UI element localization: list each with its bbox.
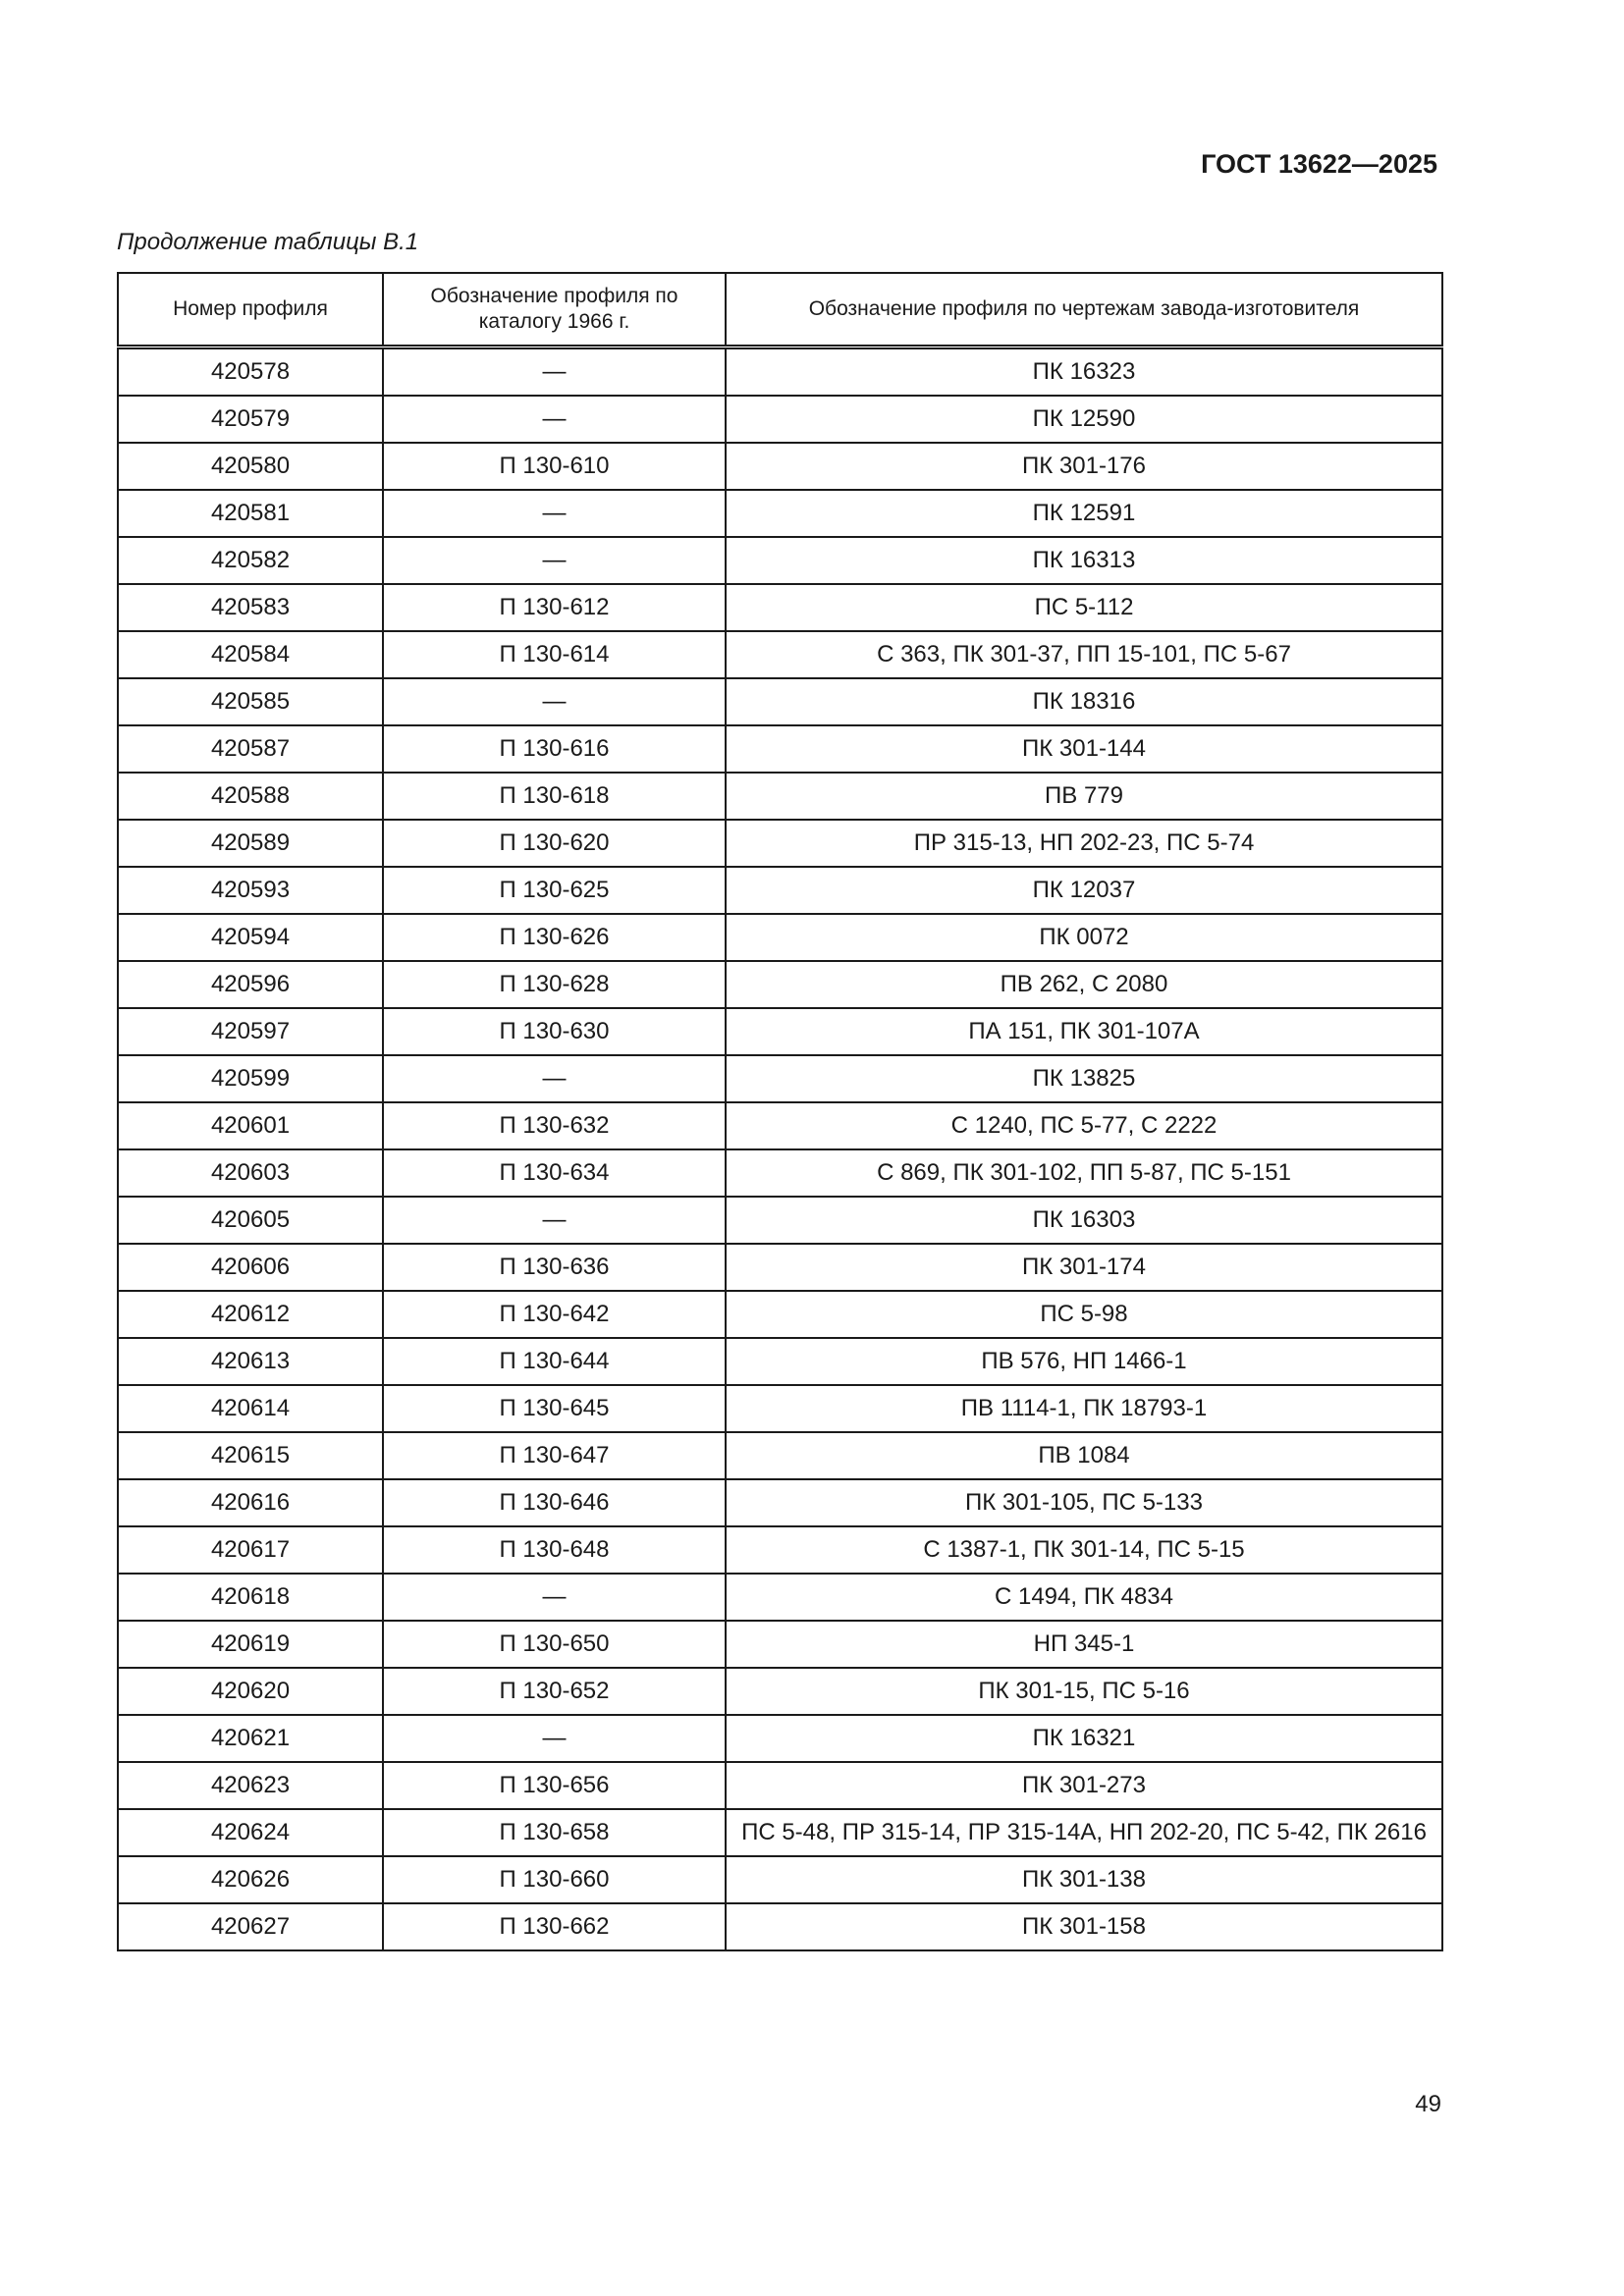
table-row bbox=[118, 490, 1442, 537]
cell-catalog-1966: П 130-660 bbox=[383, 1856, 726, 1903]
cell-catalog-1966: П 130-628 bbox=[383, 961, 726, 1008]
cell-profile-number: 420614 bbox=[118, 1385, 383, 1432]
cell-factory-designation: ПК 13825 bbox=[726, 1055, 1442, 1102]
cell-catalog-1966: П 130-636 bbox=[383, 1244, 726, 1291]
column-header-profile-number: Номер профиля bbox=[118, 273, 383, 347]
table-row bbox=[118, 347, 1442, 397]
cell-profile-number: 420616 bbox=[118, 1479, 383, 1526]
table-caption: Продолжение таблицы В.1 bbox=[117, 229, 419, 255]
cell-factory-designation: ПК 18316 bbox=[726, 678, 1442, 725]
table-row bbox=[118, 773, 1442, 820]
table-row bbox=[118, 914, 1442, 961]
cell-catalog-1966: П 130-648 bbox=[383, 1526, 726, 1574]
table-row bbox=[118, 1479, 1442, 1526]
cell-catalog-1966: П 130-656 bbox=[383, 1762, 726, 1809]
table-row bbox=[118, 631, 1442, 678]
cell-profile-number: 420621 bbox=[118, 1715, 383, 1762]
cell-profile-number: 420589 bbox=[118, 820, 383, 867]
cell-factory-designation: ПР 315-13, НП 202-23, ПС 5-74 bbox=[726, 820, 1442, 867]
cell-profile-number: 420587 bbox=[118, 725, 383, 773]
cell-catalog-1966: — bbox=[383, 396, 726, 443]
cell-profile-number: 420588 bbox=[118, 773, 383, 820]
table-row bbox=[118, 1856, 1442, 1903]
cell-profile-number: 420593 bbox=[118, 867, 383, 914]
cell-catalog-1966: П 130-625 bbox=[383, 867, 726, 914]
cell-factory-designation: ПВ 1114-1, ПК 18793-1 bbox=[726, 1385, 1442, 1432]
table-row bbox=[118, 1149, 1442, 1197]
cell-factory-designation: ПК 16321 bbox=[726, 1715, 1442, 1762]
cell-factory-designation: С 1494, ПК 4834 bbox=[726, 1574, 1442, 1621]
cell-profile-number: 420585 bbox=[118, 678, 383, 725]
cell-factory-designation: ПК 301-174 bbox=[726, 1244, 1442, 1291]
document-code: ГОСТ 13622—2025 bbox=[1201, 149, 1437, 179]
cell-profile-number: 420619 bbox=[118, 1621, 383, 1668]
cell-profile-number: 420624 bbox=[118, 1809, 383, 1856]
table-row bbox=[118, 1008, 1442, 1055]
table-row bbox=[118, 961, 1442, 1008]
cell-profile-number: 420584 bbox=[118, 631, 383, 678]
cell-profile-number: 420617 bbox=[118, 1526, 383, 1574]
table-row bbox=[118, 1668, 1442, 1715]
cell-catalog-1966: П 130-610 bbox=[383, 443, 726, 490]
cell-catalog-1966: П 130-658 bbox=[383, 1809, 726, 1856]
column-header-factory-drawings: Обозначение профиля по чертежам завода-изготовителя bbox=[726, 273, 1442, 347]
table-row bbox=[118, 1338, 1442, 1385]
table-row bbox=[118, 1385, 1442, 1432]
cell-profile-number: 420594 bbox=[118, 914, 383, 961]
cell-profile-number: 420606 bbox=[118, 1244, 383, 1291]
cell-profile-number: 420605 bbox=[118, 1197, 383, 1244]
cell-catalog-1966: — bbox=[383, 1715, 726, 1762]
cell-factory-designation: ПК 301-138 bbox=[726, 1856, 1442, 1903]
cell-catalog-1966: П 130-634 bbox=[383, 1149, 726, 1197]
cell-profile-number: 420601 bbox=[118, 1102, 383, 1149]
cell-profile-number: 420583 bbox=[118, 584, 383, 631]
page-number: 49 bbox=[1415, 2091, 1441, 2117]
table-body bbox=[118, 347, 1442, 1951]
cell-factory-designation: ПС 5-98 bbox=[726, 1291, 1442, 1338]
cell-factory-designation: С 363, ПК 301-37, ПП 15-101, ПС 5-67 bbox=[726, 631, 1442, 678]
cell-factory-designation: НП 345-1 bbox=[726, 1621, 1442, 1668]
table-row bbox=[118, 1903, 1442, 1950]
cell-catalog-1966: П 130-620 bbox=[383, 820, 726, 867]
table-row bbox=[118, 1432, 1442, 1479]
cell-profile-number: 420597 bbox=[118, 1008, 383, 1055]
cell-profile-number: 420596 bbox=[118, 961, 383, 1008]
cell-catalog-1966: П 130-652 bbox=[383, 1668, 726, 1715]
cell-factory-designation: ПА 151, ПК 301-107А bbox=[726, 1008, 1442, 1055]
cell-catalog-1966: — bbox=[383, 537, 726, 584]
cell-profile-number: 420618 bbox=[118, 1574, 383, 1621]
cell-profile-number: 420599 bbox=[118, 1055, 383, 1102]
cell-profile-number: 420613 bbox=[118, 1338, 383, 1385]
cell-catalog-1966: П 130-647 bbox=[383, 1432, 726, 1479]
cell-factory-designation: ПК 301-273 bbox=[726, 1762, 1442, 1809]
cell-profile-number: 420603 bbox=[118, 1149, 383, 1197]
cell-catalog-1966: — bbox=[383, 1197, 726, 1244]
table-row bbox=[118, 1102, 1442, 1149]
cell-factory-designation: ПВ 1084 bbox=[726, 1432, 1442, 1479]
cell-catalog-1966: — bbox=[383, 347, 726, 397]
cell-factory-designation: С 1240, ПС 5-77, С 2222 bbox=[726, 1102, 1442, 1149]
table-row bbox=[118, 1621, 1442, 1668]
cell-factory-designation: С 1387-1, ПК 301-14, ПС 5-15 bbox=[726, 1526, 1442, 1574]
cell-profile-number: 420626 bbox=[118, 1856, 383, 1903]
cell-catalog-1966: П 130-632 bbox=[383, 1102, 726, 1149]
cell-catalog-1966: П 130-618 bbox=[383, 773, 726, 820]
cell-catalog-1966: — bbox=[383, 490, 726, 537]
cell-profile-number: 420620 bbox=[118, 1668, 383, 1715]
cell-catalog-1966: — bbox=[383, 1574, 726, 1621]
column-header-catalog-1966: Обозначение профиля по каталогу 1966 г. bbox=[383, 273, 726, 347]
table-row bbox=[118, 1197, 1442, 1244]
cell-profile-number: 420612 bbox=[118, 1291, 383, 1338]
cell-factory-designation: ПС 5-48, ПР 315-14, ПР 315-14А, НП 202-20, ПС 5-42, ПК 2616 bbox=[726, 1809, 1442, 1856]
table-row bbox=[118, 443, 1442, 490]
cell-factory-designation: ПК 16303 bbox=[726, 1197, 1442, 1244]
table-row bbox=[118, 1526, 1442, 1574]
table-row bbox=[118, 1291, 1442, 1338]
table-row bbox=[118, 678, 1442, 725]
cell-factory-designation: ПК 12037 bbox=[726, 867, 1442, 914]
cell-profile-number: 420578 bbox=[118, 347, 383, 397]
cell-factory-designation: ПК 12591 bbox=[726, 490, 1442, 537]
cell-catalog-1966: П 130-614 bbox=[383, 631, 726, 678]
cell-factory-designation: ПК 16323 bbox=[726, 347, 1442, 397]
cell-catalog-1966: — bbox=[383, 678, 726, 725]
table-row bbox=[118, 725, 1442, 773]
cell-catalog-1966: П 130-612 bbox=[383, 584, 726, 631]
cell-factory-designation: С 869, ПК 301-102, ПП 5-87, ПС 5-151 bbox=[726, 1149, 1442, 1197]
table-row bbox=[118, 820, 1442, 867]
cell-factory-designation: ПК 301-176 bbox=[726, 443, 1442, 490]
cell-factory-designation: ПВ 779 bbox=[726, 773, 1442, 820]
cell-catalog-1966: П 130-616 bbox=[383, 725, 726, 773]
cell-catalog-1966: П 130-646 bbox=[383, 1479, 726, 1526]
cell-catalog-1966: П 130-644 bbox=[383, 1338, 726, 1385]
table-row bbox=[118, 1055, 1442, 1102]
cell-profile-number: 420623 bbox=[118, 1762, 383, 1809]
cell-profile-number: 420579 bbox=[118, 396, 383, 443]
cell-factory-designation: ПК 301-158 bbox=[726, 1903, 1442, 1950]
table-row bbox=[118, 1762, 1442, 1809]
cell-profile-number: 420615 bbox=[118, 1432, 383, 1479]
table-row bbox=[118, 396, 1442, 443]
table-row bbox=[118, 537, 1442, 584]
cell-profile-number: 420581 bbox=[118, 490, 383, 537]
cell-factory-designation: ПК 301-105, ПС 5-133 bbox=[726, 1479, 1442, 1526]
cell-factory-designation: ПВ 262, С 2080 bbox=[726, 961, 1442, 1008]
table-row bbox=[118, 1244, 1442, 1291]
cell-catalog-1966: П 130-626 bbox=[383, 914, 726, 961]
table-row bbox=[118, 867, 1442, 914]
cell-catalog-1966: П 130-642 bbox=[383, 1291, 726, 1338]
cell-factory-designation: ПК 12590 bbox=[726, 396, 1442, 443]
cell-catalog-1966: — bbox=[383, 1055, 726, 1102]
cell-profile-number: 420580 bbox=[118, 443, 383, 490]
cell-profile-number: 420582 bbox=[118, 537, 383, 584]
cell-factory-designation: ПВ 576, НП 1466-1 bbox=[726, 1338, 1442, 1385]
cell-factory-designation: ПК 0072 bbox=[726, 914, 1442, 961]
profile-table bbox=[117, 272, 1443, 1951]
table-row bbox=[118, 1809, 1442, 1856]
table-row bbox=[118, 1715, 1442, 1762]
cell-catalog-1966: П 130-650 bbox=[383, 1621, 726, 1668]
cell-factory-designation: ПК 301-144 bbox=[726, 725, 1442, 773]
cell-catalog-1966: П 130-645 bbox=[383, 1385, 726, 1432]
table-header-row bbox=[118, 273, 1442, 347]
table-row bbox=[118, 584, 1442, 631]
cell-catalog-1966: П 130-630 bbox=[383, 1008, 726, 1055]
table-row bbox=[118, 1574, 1442, 1621]
cell-factory-designation: ПК 16313 bbox=[726, 537, 1442, 584]
cell-factory-designation: ПК 301-15, ПС 5-16 bbox=[726, 1668, 1442, 1715]
cell-factory-designation: ПС 5-112 bbox=[726, 584, 1442, 631]
cell-profile-number: 420627 bbox=[118, 1903, 383, 1950]
cell-catalog-1966: П 130-662 bbox=[383, 1903, 726, 1950]
